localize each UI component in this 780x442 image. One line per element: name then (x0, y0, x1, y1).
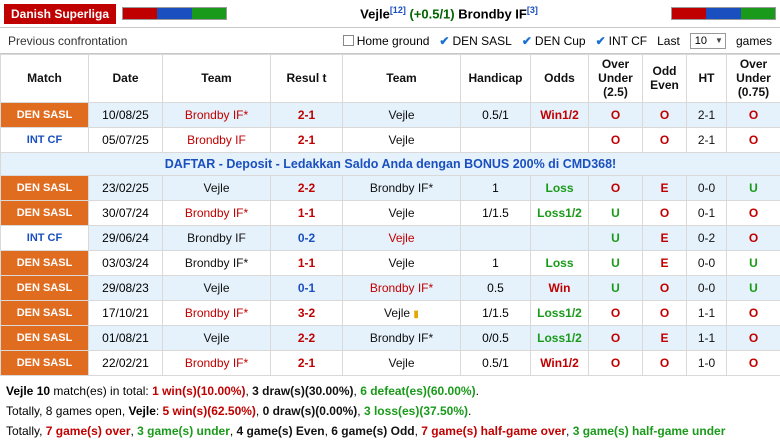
filter-den-sasl-label: DEN SASL (452, 34, 511, 48)
cell-team-away: Brondby IF* (343, 276, 461, 301)
cell-ou075: O (727, 103, 780, 128)
cell-ou075: O (727, 226, 780, 251)
sep: , (357, 404, 364, 418)
sep: , (131, 424, 138, 438)
cell-ou075: O (727, 201, 780, 226)
summary-under: 3 game(s) under (137, 424, 230, 438)
cell-ou25: U (589, 251, 643, 276)
table-row[interactable] (1, 301, 780, 326)
cell-date: 22/02/21 (89, 351, 163, 376)
sep: , (256, 404, 263, 418)
col-ht: HT (687, 55, 727, 103)
summary-open-loss: 3 loss(es)(37.50%) (364, 404, 468, 418)
cell-league: DEN SASL (1, 103, 89, 128)
cell-team-away: Vejle (343, 103, 461, 128)
cell-ht: 1-0 (687, 351, 727, 376)
col-handicap: Handicap (461, 55, 531, 103)
cell-handicap: 1/1.5 (461, 201, 531, 226)
check-icon[interactable]: ✔ (522, 35, 532, 47)
table-row[interactable] (1, 103, 780, 128)
cell-team-home: Brondby IF* (163, 251, 271, 276)
cell-odds: Win (531, 276, 589, 301)
filter-home-ground[interactable] (343, 34, 430, 48)
cell-date: 29/06/24 (89, 226, 163, 251)
summary-line-1 (6, 382, 774, 402)
home-team-name: Vejle (360, 7, 390, 22)
cell-ou25: O (589, 128, 643, 153)
sep: , (415, 424, 422, 438)
cell-ou25: U (589, 276, 643, 301)
table-row[interactable] (1, 226, 780, 251)
cell-league: DEN SASL (1, 251, 89, 276)
cell-team-away: Vejle (343, 128, 461, 153)
cell-handicap: 1 (461, 176, 531, 201)
col-odd-even: Odd Even (643, 55, 687, 103)
summary-over: 7 game(s) over (46, 424, 131, 438)
table-header-row (1, 55, 780, 103)
cell-oddeven: O (643, 103, 687, 128)
cell-ht: 1-1 (687, 301, 727, 326)
cell-handicap: 0.5/1 (461, 103, 531, 128)
summary-line2-team: Vejle (129, 404, 156, 418)
table-row[interactable] (1, 176, 780, 201)
cell-ht: 1-1 (687, 326, 727, 351)
cell-ou075: U (727, 176, 780, 201)
promo-text[interactable]: DAFTAR - Deposit - Ledakkan Saldo Anda dengan BONUS 200% di CMD368! (1, 153, 780, 176)
cell-league: DEN SASL (1, 201, 89, 226)
sep: . (476, 384, 479, 398)
cell-odds: Loss (531, 176, 589, 201)
cell-team-home: Vejle (163, 276, 271, 301)
cell-team-home: Brondby IF* (163, 351, 271, 376)
cell-team-away: Brondby IF* (343, 326, 461, 351)
col-date: Date (89, 55, 163, 103)
cell-league: DEN SASL (1, 176, 89, 201)
col-result: Resul t (271, 55, 343, 103)
sep: , (245, 384, 252, 398)
header-bar (0, 0, 780, 28)
last-label: Last (657, 34, 680, 48)
check-icon[interactable]: ✔ (439, 35, 449, 47)
flag-right (671, 7, 776, 20)
cell-score: 2-2 (271, 326, 343, 351)
cell-date: 29/08/23 (89, 276, 163, 301)
cell-team-away: Vejle (343, 351, 461, 376)
sep: : (156, 404, 163, 418)
checkbox-icon[interactable] (343, 35, 354, 46)
cell-ou25: O (589, 326, 643, 351)
col-over-under-25: Over Under (2.5) (589, 55, 643, 103)
filter-den-cup[interactable] (522, 34, 586, 48)
cell-date: 01/08/21 (89, 326, 163, 351)
cell-team-away: Vejle (343, 226, 461, 251)
cell-date: 05/07/25 (89, 128, 163, 153)
table-row[interactable] (1, 276, 780, 301)
summary-odd: 6 game(s) Odd (331, 424, 414, 438)
table-row[interactable] (1, 251, 780, 276)
away-team-name: Brondby IF (458, 7, 527, 22)
chevron-down-icon[interactable]: ▼ (715, 36, 723, 45)
cell-team-home: Vejle (163, 326, 271, 351)
sep: , (354, 384, 361, 398)
cell-team-away (343, 301, 461, 326)
cell-date: 10/08/25 (89, 103, 163, 128)
table-row[interactable] (1, 201, 780, 226)
flag-left (122, 7, 227, 20)
cell-ht: 0-1 (687, 201, 727, 226)
filter-den-cup-label: DEN Cup (535, 34, 586, 48)
yellow-card-icon: ▮ (413, 309, 419, 320)
cell-league: INT CF (1, 226, 89, 251)
col-over-under-075: Over Under (0.75) (727, 55, 780, 103)
summary-line3-lead: Totally, (6, 424, 46, 438)
check-icon[interactable]: ✔ (596, 35, 606, 47)
cell-oddeven: O (643, 351, 687, 376)
cell-ou25: O (589, 103, 643, 128)
cell-team-home: Brondby IF* (163, 201, 271, 226)
cell-score: 2-1 (271, 351, 343, 376)
previous-confrontation-label: Previous confrontation (0, 34, 300, 48)
col-team-away: Team (343, 55, 461, 103)
sep: , (325, 424, 332, 438)
cell-ht: 0-0 (687, 251, 727, 276)
cell-ht: 0-0 (687, 276, 727, 301)
match-title (233, 5, 665, 21)
cell-score: 1-1 (271, 201, 343, 226)
summary-footer (0, 376, 780, 441)
summary-line1-text: match(es) in total: (50, 384, 152, 398)
cell-league: INT CF (1, 128, 89, 153)
filter-den-sasl[interactable] (439, 34, 511, 48)
filter-options (343, 33, 780, 49)
summary-line-3 (6, 422, 774, 442)
cell-ht: 0-0 (687, 176, 727, 201)
cell-odds: Win1/2 (531, 351, 589, 376)
table-row[interactable] (1, 351, 780, 376)
cell-ht: 2-1 (687, 128, 727, 153)
summary-line-2 (6, 402, 774, 422)
filter-bar (0, 28, 780, 54)
cell-odds: Loss1/2 (531, 301, 589, 326)
cell-odds: Loss (531, 251, 589, 276)
cell-ou075: O (727, 326, 780, 351)
cell-score: 3-2 (271, 301, 343, 326)
table-row[interactable] (1, 128, 780, 153)
table-body (1, 103, 780, 376)
cell-handicap (461, 128, 531, 153)
summary-half-under: 3 game(s) half-game under (573, 424, 726, 438)
summary-team-total: Vejle 10 (6, 384, 50, 398)
confrontation-table (0, 54, 780, 376)
cell-handicap: 0/0.5 (461, 326, 531, 351)
cell-ht: 2-1 (687, 103, 727, 128)
cell-handicap (461, 226, 531, 251)
col-odds: Odds (531, 55, 589, 103)
cell-ou075: O (727, 128, 780, 153)
cell-league: DEN SASL (1, 301, 89, 326)
cell-date: 17/10/21 (89, 301, 163, 326)
col-team-home: Team (163, 55, 271, 103)
summary-half-over: 7 game(s) half-game over (421, 424, 566, 438)
table-row[interactable] (1, 326, 780, 351)
cell-score: 1-1 (271, 251, 343, 276)
col-match: Match (1, 55, 89, 103)
cell-ou075: U (727, 251, 780, 276)
cell-handicap: 0.5/1 (461, 351, 531, 376)
sep: . (468, 404, 471, 418)
cell-oddeven: O (643, 201, 687, 226)
summary-draws: 3 draw(s)(30.00%) (252, 384, 353, 398)
cell-team-away: Brondby IF* (343, 176, 461, 201)
cell-odds: Loss1/2 (531, 201, 589, 226)
filter-home-ground-label: Home ground (357, 34, 430, 48)
cell-league: DEN SASL (1, 276, 89, 301)
cell-date: 23/02/25 (89, 176, 163, 201)
away-team-rank: [3] (527, 5, 538, 15)
summary-wins: 1 win(s)(10.00%) (152, 384, 245, 398)
cell-handicap: 1 (461, 251, 531, 276)
cell-oddeven: O (643, 128, 687, 153)
cell-league: DEN SASL (1, 351, 89, 376)
cell-ou25: O (589, 301, 643, 326)
sep: , (230, 424, 237, 438)
promo-row[interactable] (1, 153, 780, 176)
cell-oddeven: E (643, 226, 687, 251)
cell-handicap: 0.5 (461, 276, 531, 301)
cell-team-home: Brondby IF (163, 226, 271, 251)
games-label: games (736, 34, 772, 48)
cell-ht: 0-2 (687, 226, 727, 251)
cell-date: 30/07/24 (89, 201, 163, 226)
cell-score: 0-2 (271, 226, 343, 251)
cell-odds (531, 128, 589, 153)
cell-ou075: U (727, 276, 780, 301)
cell-score: 2-1 (271, 103, 343, 128)
cell-handicap: 1/1.5 (461, 301, 531, 326)
summary-even: 4 game(s) Even (237, 424, 325, 438)
cell-score: 2-1 (271, 128, 343, 153)
cell-team-away: Vejle (343, 201, 461, 226)
last-games-select[interactable] (690, 33, 726, 49)
cell-team-home: Brondby IF (163, 128, 271, 153)
cell-score: 0-1 (271, 276, 343, 301)
cell-ou25: U (589, 226, 643, 251)
cell-odds: Win1/2 (531, 103, 589, 128)
summary-open-wins: 5 win(s)(62.50%) (163, 404, 256, 418)
cell-team-home: Brondby IF* (163, 103, 271, 128)
cell-date: 03/03/24 (89, 251, 163, 276)
cell-score: 2-2 (271, 176, 343, 201)
cell-odds (531, 226, 589, 251)
cell-ou075: O (727, 301, 780, 326)
cell-ou075: O (727, 351, 780, 376)
sep: , (566, 424, 573, 438)
cell-oddeven: E (643, 326, 687, 351)
cell-oddeven: E (643, 176, 687, 201)
summary-line2-lead: Totally, 8 games open, (6, 404, 129, 418)
cell-league: DEN SASL (1, 326, 89, 351)
home-team-rank: [12] (390, 5, 406, 15)
last-games-value: 10 (695, 35, 707, 47)
cell-ou25: O (589, 176, 643, 201)
summary-defeats: 6 defeat(es)(60.00%) (360, 384, 475, 398)
cell-oddeven: O (643, 301, 687, 326)
cell-ou25: U (589, 201, 643, 226)
cell-ou25: O (589, 351, 643, 376)
league-badge: Danish Superliga (4, 4, 116, 24)
cell-team-away: Vejle (343, 251, 461, 276)
cell-oddeven: O (643, 276, 687, 301)
cell-odds: Loss1/2 (531, 326, 589, 351)
cell-team-home: Brondby IF* (163, 301, 271, 326)
cell-team-home: Vejle (163, 176, 271, 201)
match-handicap: (+0.5/1) (409, 7, 454, 22)
filter-int-cf[interactable] (596, 34, 648, 48)
cell-oddeven: E (643, 251, 687, 276)
filter-int-cf-label: INT CF (609, 34, 647, 48)
cell-team-away-label: Vejle (384, 306, 410, 320)
summary-open-draws: 0 draw(s)(0.00%) (263, 404, 358, 418)
